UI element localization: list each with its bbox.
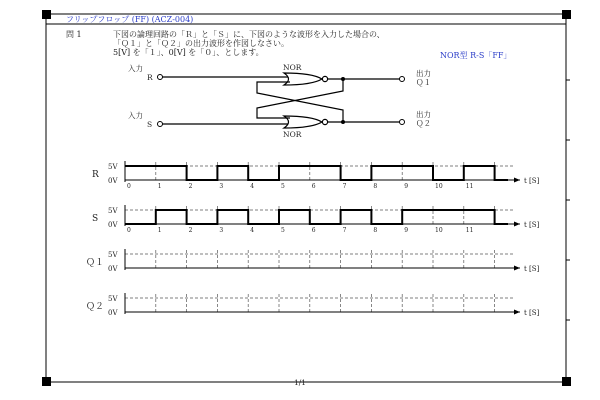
time-tick-label: 0	[127, 183, 131, 190]
time-tick-label: 4	[250, 183, 255, 190]
volt-label-low: 0V	[108, 265, 118, 273]
time-unit-label: t [S]	[524, 265, 540, 273]
corner-mark-tl	[42, 10, 51, 19]
question-number: 問 1	[66, 30, 82, 39]
question-line-3: 5[V] を「１」、0[V] を「０」、とします。	[113, 48, 264, 57]
time-tick-label: 1	[157, 227, 162, 234]
output-terminal-q1	[400, 77, 405, 82]
time-unit-label: t [S]	[524, 221, 540, 229]
input-label-s: 入力	[128, 111, 143, 120]
signal-label-r: R	[92, 170, 99, 180]
time-tick-label: 2	[188, 183, 193, 190]
signal-label-q1: Ｑ１	[86, 258, 105, 268]
volt-label-low: 0V	[108, 177, 118, 185]
nor-circuit	[128, 63, 431, 139]
nor-gate-top	[284, 73, 322, 85]
time-tick-label: 3	[219, 227, 224, 234]
output-label-1: 出力	[416, 69, 431, 78]
time-tick-label: 9	[404, 183, 409, 190]
input-letter-s: S	[147, 120, 153, 129]
question-line-2: 「Ｑ１」と「Ｑ２」の出力波形を作図しなさい。	[113, 39, 289, 48]
time-tick-label: 3	[219, 183, 224, 190]
time-tick-label: 5	[281, 183, 285, 190]
timing-diagram	[86, 161, 540, 317]
gate-top-label: NOR	[283, 63, 302, 72]
volt-label-high: 5V	[108, 163, 118, 171]
timing-row-s	[92, 205, 540, 234]
waveform-r	[125, 166, 508, 180]
page-number: 1/1	[293, 378, 307, 387]
volt-label-low: 0V	[108, 221, 118, 229]
page-title: フリップフロップ (FF) (ACZ-004)	[66, 15, 194, 24]
time-axis-arrow	[514, 222, 520, 227]
time-tick-label: 9	[404, 227, 409, 234]
page-frame	[46, 14, 566, 382]
output-q1-label: Ｑ１	[416, 78, 431, 87]
time-tick-label: 2	[188, 227, 193, 234]
time-axis-arrow	[514, 310, 520, 315]
corner-mark-tr	[562, 10, 571, 19]
time-tick-label: 6	[311, 227, 316, 234]
nor-gate-top-bubble	[322, 76, 327, 81]
nor-gate-bottom-bubble	[322, 119, 327, 124]
time-tick-label: 7	[342, 227, 347, 234]
time-tick-label: 6	[311, 183, 316, 190]
volt-label-low: 0V	[108, 309, 118, 317]
volt-label-high: 5V	[108, 251, 118, 259]
volt-label-high: 5V	[108, 207, 118, 215]
corner-mark-bl	[42, 377, 51, 386]
timing-row-q1	[86, 249, 540, 273]
question-line-1: 下図の論理回路の「Ｒ」と「Ｓ」に、下図のような波形を入力した場合の、	[113, 30, 385, 39]
time-tick-label: 1	[157, 183, 162, 190]
timing-row-q2	[86, 293, 540, 317]
output-label-2: 出力	[416, 110, 431, 119]
gate-bottom-label: NOR	[283, 130, 302, 139]
time-tick-label: 10	[435, 183, 443, 190]
output-q2-label: Ｑ２	[416, 119, 431, 128]
time-tick-label: 4	[250, 227, 255, 234]
time-tick-label: 11	[465, 227, 474, 234]
time-tick-label: 0	[127, 227, 131, 234]
time-tick-label: 8	[373, 183, 378, 190]
time-unit-label: t [S]	[524, 177, 540, 185]
right-edge-ticks	[566, 80, 570, 320]
time-tick-label: 5	[281, 227, 285, 234]
input-terminal-s	[158, 122, 163, 127]
signal-label-q2: Ｑ２	[86, 302, 105, 312]
time-tick-label: 10	[435, 227, 443, 234]
time-tick-label: 7	[342, 183, 347, 190]
circuit-type-label: NOR型 R-S「FF」	[440, 51, 512, 60]
output-terminal-q2	[400, 120, 405, 125]
volt-label-high: 5V	[108, 295, 118, 303]
time-axis-arrow	[514, 266, 520, 271]
signal-label-s: S	[92, 214, 99, 224]
time-tick-label: 8	[373, 227, 378, 234]
time-axis-arrow	[514, 178, 520, 183]
timing-row-r	[92, 161, 540, 190]
corner-mark-br	[562, 377, 571, 386]
input-terminal-r	[158, 75, 163, 80]
input-letter-r: R	[147, 73, 153, 82]
time-unit-label: t [S]	[524, 309, 540, 317]
waveform-s	[125, 210, 508, 224]
input-label-r: 入力	[128, 64, 143, 73]
feedback-q2-to-top	[257, 82, 343, 122]
time-tick-label: 11	[465, 183, 474, 190]
